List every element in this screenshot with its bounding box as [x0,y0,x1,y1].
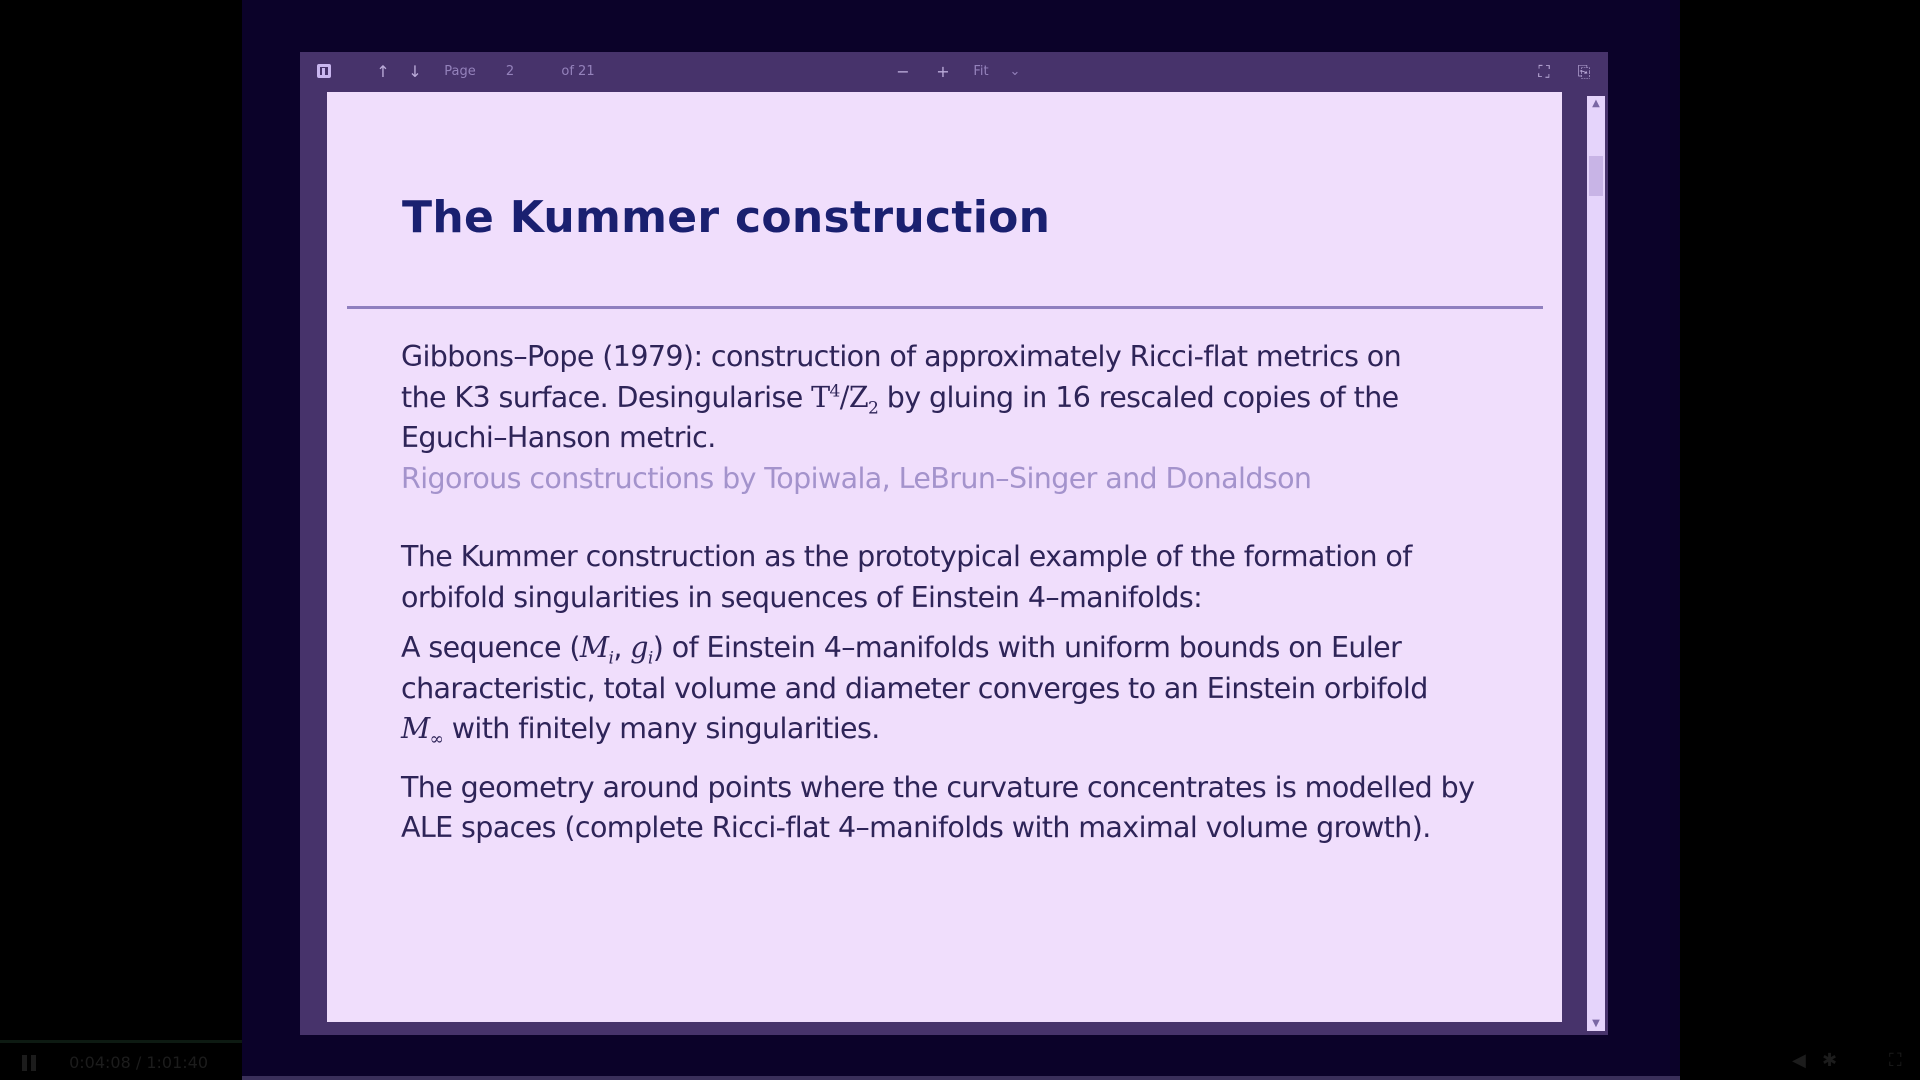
math-torus [811,380,879,419]
text-line: with finitely many singularities. [443,712,880,745]
paragraph-kummer-prototype [401,537,1521,618]
video-bottom-edge [242,1076,1680,1080]
text-line: characteristic, total volume and diameter converges to an Einstein orbifold [401,671,1428,705]
z-symbol: Z [848,380,869,414]
comma: , [613,631,631,664]
tools-icon[interactable]: ⎘ [1577,62,1591,81]
z-subscript: 2 [868,398,879,419]
vertical-scrollbar[interactable] [1587,96,1605,1031]
previous-page-icon[interactable]: ↑ [376,62,390,81]
paragraph-ale-spaces [401,768,1521,849]
pdf-viewer [300,52,1608,1035]
slide-title: The Kummer construction [402,192,1051,243]
i-subscript: i [608,648,614,669]
M-symbol: M [579,631,609,664]
text-line: the K3 surface. Desingularise [401,380,812,414]
video-controls-left [22,1052,208,1072]
text-line: The geometry around points where the curvature concentrates is modelled by [401,770,1475,804]
scrollbar-thumb[interactable] [1589,156,1603,196]
zoom-select[interactable]: Fit [973,64,989,79]
zoom-in-icon[interactable]: + [936,62,950,81]
settings-icon[interactable]: ✱ [1822,1050,1838,1071]
video-progress-bar[interactable] [0,1040,242,1043]
math-Mi [579,631,614,669]
sidebar-toggle-icon[interactable] [317,64,331,78]
text-line: ALE spaces (complete Ricci-flat 4–manifolds with maximal volume growth). [401,811,1431,844]
page-count: of 21 [561,64,595,79]
text-line: Gibbons–Pope (1979): construction of approximately Ricci-flat metrics on [401,340,1402,373]
slash: / [839,380,849,414]
zoom-dropdown-icon[interactable]: ⌄ [1009,64,1021,79]
slide-page [327,92,1562,1022]
zoom-out-icon[interactable]: − [896,62,910,81]
title-divider [347,306,1543,309]
scroll-down-icon[interactable]: ▼ [1592,1018,1600,1029]
text-line: A sequence ( [401,631,580,664]
pdf-toolbar [300,52,1608,92]
paragraph-rigorous-constructions: Rigorous constructions by Topiwala, LeBrun–Singer and Donaldson [401,461,1312,495]
volume-icon[interactable]: ◀ [1792,1050,1806,1071]
text-line: ) of Einstein 4–manifolds with uniform bounds on Euler [652,631,1402,664]
text-line: Eguchi–Hanson metric. [401,421,716,454]
M-symbol: M [401,712,430,745]
paragraph-gibbons-pope [401,337,1521,459]
torus-exponent: 4 [829,381,840,401]
text-line: orbifold singularities in sequences of Einstein 4–manifolds: [401,580,1203,614]
math-gi [630,631,653,669]
text-line: The Kummer construction as the prototypical example of the formation of [401,540,1412,573]
page-number-input[interactable]: 2 [505,64,515,79]
scroll-up-icon[interactable]: ▲ [1592,98,1600,109]
page-label: Page [444,64,476,79]
i-subscript: i [647,648,653,669]
fullscreen-icon[interactable]: ⛶ [1889,1050,1902,1071]
paragraph-sequence-convergence [401,628,1521,750]
g-symbol: g [630,631,648,664]
slide-body [401,337,1521,849]
text-line: by gluing in 16 rescaled copies of the [878,380,1399,414]
video-time: 0:04:08 / 1:01:40 [69,1053,209,1072]
presentation-mode-icon[interactable]: ⛶ [1538,62,1550,81]
pause-icon[interactable] [22,1055,36,1071]
torus-symbol: T [811,380,830,414]
infinity-subscript: ∞ [429,729,444,750]
math-M-infinity [401,712,444,750]
next-page-icon[interactable]: ↓ [408,62,422,81]
